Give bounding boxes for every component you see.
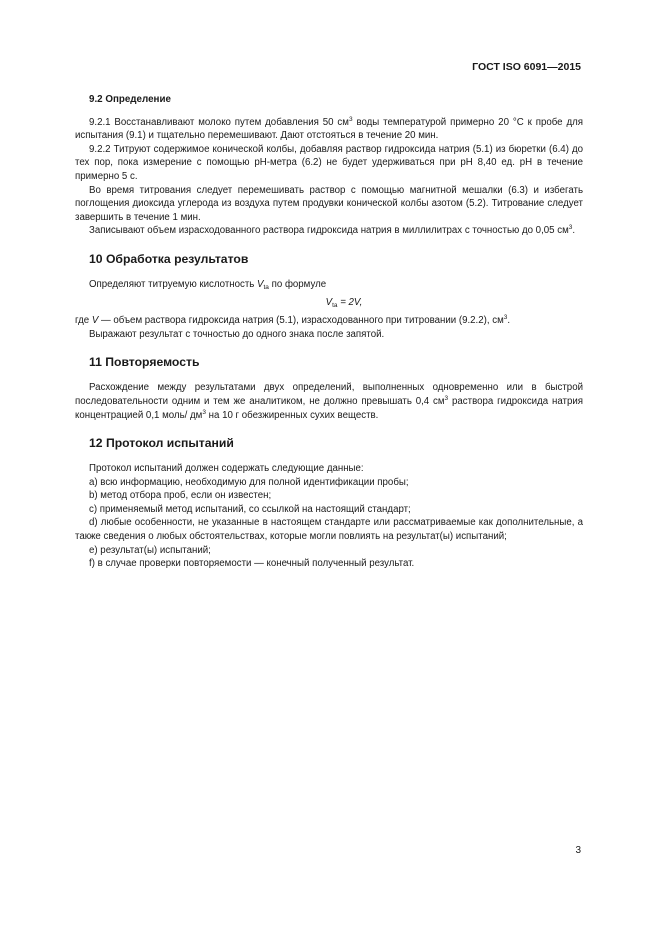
paragraph-result-precision: Выражают результат с точностью до одного знака после запятой. <box>89 328 385 340</box>
paragraph-record-volume: Записывают объем израсходованного раствора гидроксида натрия в миллилитрах с точностью до 0,05 $см^3$. <box>89 224 576 237</box>
section-11-title: 11 Повторяемость <box>89 355 200 370</box>
list-item: f) в случае проверки повторяемости — конечный полученный результат. <box>89 558 415 570</box>
subsection-9-2-title: 9.2 Определение <box>89 94 171 105</box>
section-12-title: 12 Протокол испытаний <box>89 436 234 451</box>
list-item: c) применяемый метод испытаний, со ссылкой на настоящий стандарт; <box>89 503 411 515</box>
paragraph-formula-where: где V — объем раствора гидроксида натрия (5.1), израсходованного при титровании (9.2.2), $см^3$. <box>75 314 511 327</box>
acidity-formula: $V_{ta} = 2V$, <box>325 296 363 309</box>
paragraph-titration-stirring: Во время титрования следует перемешивать раствор с помощью магнитной мешалки (6.3) и избегать поглощения диоксида углерода из воздуха путем продувки конической колбы азотом (5.2). Титрование следует завершить в течение 1 мин. <box>75 184 583 223</box>
page-number: 3 <box>575 845 581 856</box>
list-item: b) метод отбора проб, если он известен; <box>89 490 272 502</box>
paragraph-9-2-2: 9.2.2 Титруют содержимое конической колбы, добавляя раствор гидроксида натрия (5.1) из бюретки (6.4) до тех пор, пока измерение с помощью рН-метра (6.2) не будет удерживаться при рН 8,40 ед. рН в течение примерно 5 с. <box>75 143 583 182</box>
page-content <box>75 93 583 571</box>
paragraph-repeatability: Расхождение между результатами двух определений, выполненных одновременно или в быстрой последовательности одним и тем же аналитиком, не должно превышать 0,4 $см^3$ раствора гидроксида натрия концентрацией 0,1 моль/ $дм^3$ на 10 г обезжиренных сухих веществ. <box>75 382 583 421</box>
paragraph-9-2-1: 9.2.1 Восстанавливают молоко путем добавления 50 $см^3$ воды температурой примерно 20 °С к пробе для испытания (9.1) и тщательно перемешивают. Дают отстояться в течение 20 мин. <box>75 115 583 142</box>
document-code-header: ГОСТ ISO 6091—2015 <box>472 61 581 73</box>
paragraph-formula-intro: Определяют титруемую кислотность $V_{ta}$ по формуле <box>89 278 327 291</box>
paragraph-report-intro: Протокол испытаний должен содержать следующие данные: <box>89 463 364 475</box>
list-item: a) всю информацию, необходимую для полной идентификации пробы; <box>89 476 409 488</box>
list-item: d) любые особенности, не указанные в настоящем стандарте или рассматриваемые как дополнительные, а также сведения о любых обстоятельствах, которые могли повлиять на результат(ы) испытаний; <box>75 517 583 543</box>
section-10-title: 10 Обработка результатов <box>89 251 249 266</box>
list-item: e) результат(ы) испытаний; <box>89 544 211 556</box>
